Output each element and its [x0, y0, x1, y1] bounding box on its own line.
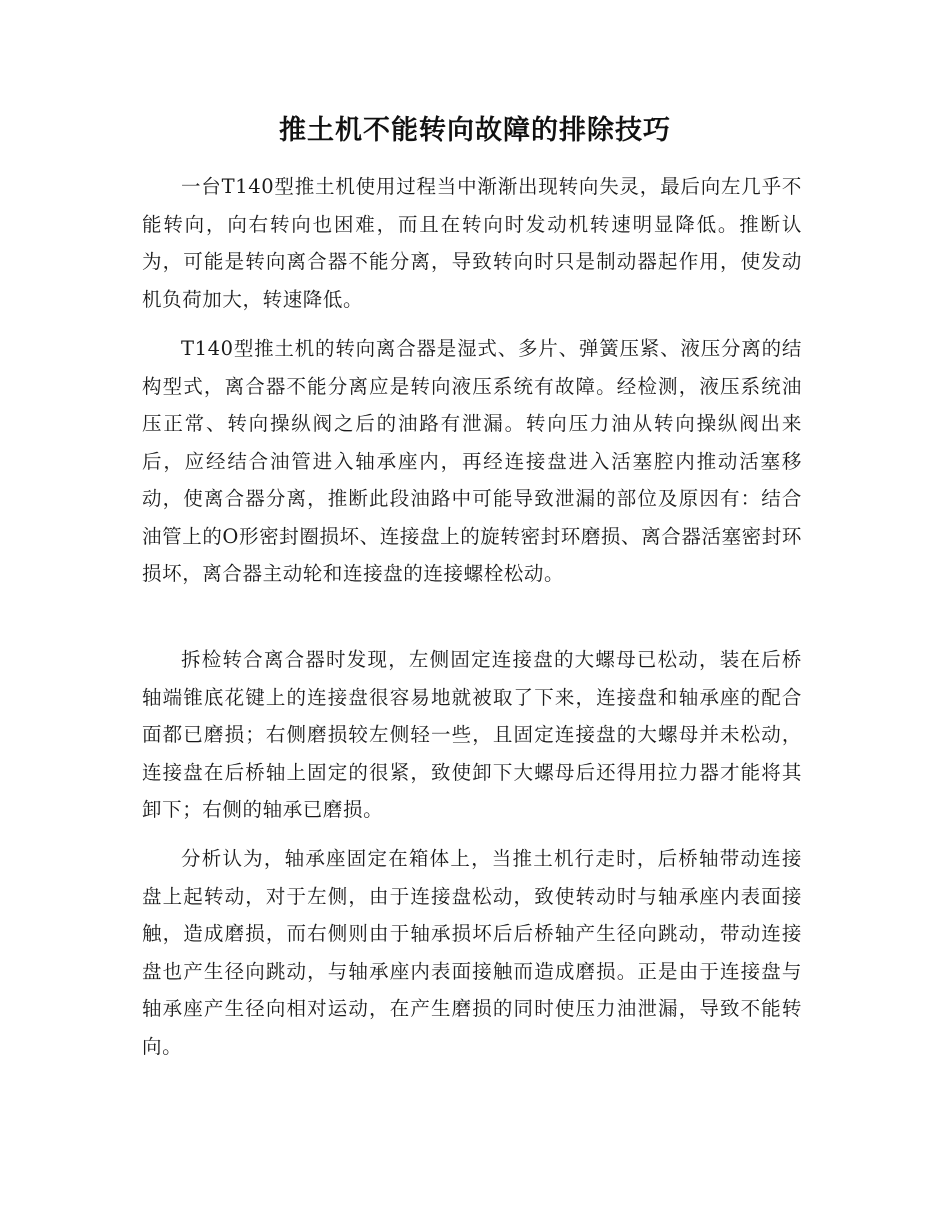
paragraph-3: 拆检转合离合器时发现，左侧固定连接盘的大螺母已松动，装在后桥轴端锥底花键上的连接盘很容易地就被取了下来，连接盘和轴承座的配合面都已磨损；右侧磨损较左侧轻一些，且固定连接盘的大螺母并未松动，连接盘在后桥轴上固定的很紧，致使卸下大螺母后还得用拉力器才能将其卸下；右侧的轴承已磨损。: [142, 648, 802, 821]
document-title: 推土机不能转向故障的排除技巧: [279, 115, 671, 146]
paragraph-2: T140型推土机的转向离合器是湿式、多片、弹簧压紧、液压分离的结构型式，离合器不能分离应是转向液压系统有故障。经检测，液压系统油压正常、转向操纵阀之后的油路有泄漏。转向压力油从转向操纵阀出来后，应经结合油管进入轴承座内，再经连接盘进入活塞腔内推动活塞移动，使离合器分离，推断此段油路中可能导致泄漏的部位及原因有：结合油管上的O形密封圈损坏、连接盘上的旋转密封环磨损、离合器活塞密封环损坏，离合器主动轮和连接盘的连接螺栓松动。: [142, 337, 802, 585]
paragraph-1: 一台T140型推土机使用过程当中渐渐出现转向失灵，最后向左几乎不能转向，向右转向也困难，而且在转向时发动机转速明显降低。推断认为，可能是转向离合器不能分离，导致转向时只是制动器起作用，使发动机负荷加大，转速降低。: [142, 175, 802, 311]
paragraph-4: 分析认为，轴承座固定在箱体上，当推土机行走时，后桥轴带动连接盘上起转动，对于左侧，由于连接盘松动，致使转动时与轴承座内表面接触，造成磨损，而右侧则由于轴承损坏后后桥轴产生径向跳动，带动连接盘也产生径向跳动，与轴承座内表面接触而造成磨损。正是由于连接盘与轴承座产生径向相对运动，在产生磨损的同时使压力油泄漏，导致不能转向。: [142, 847, 802, 1058]
